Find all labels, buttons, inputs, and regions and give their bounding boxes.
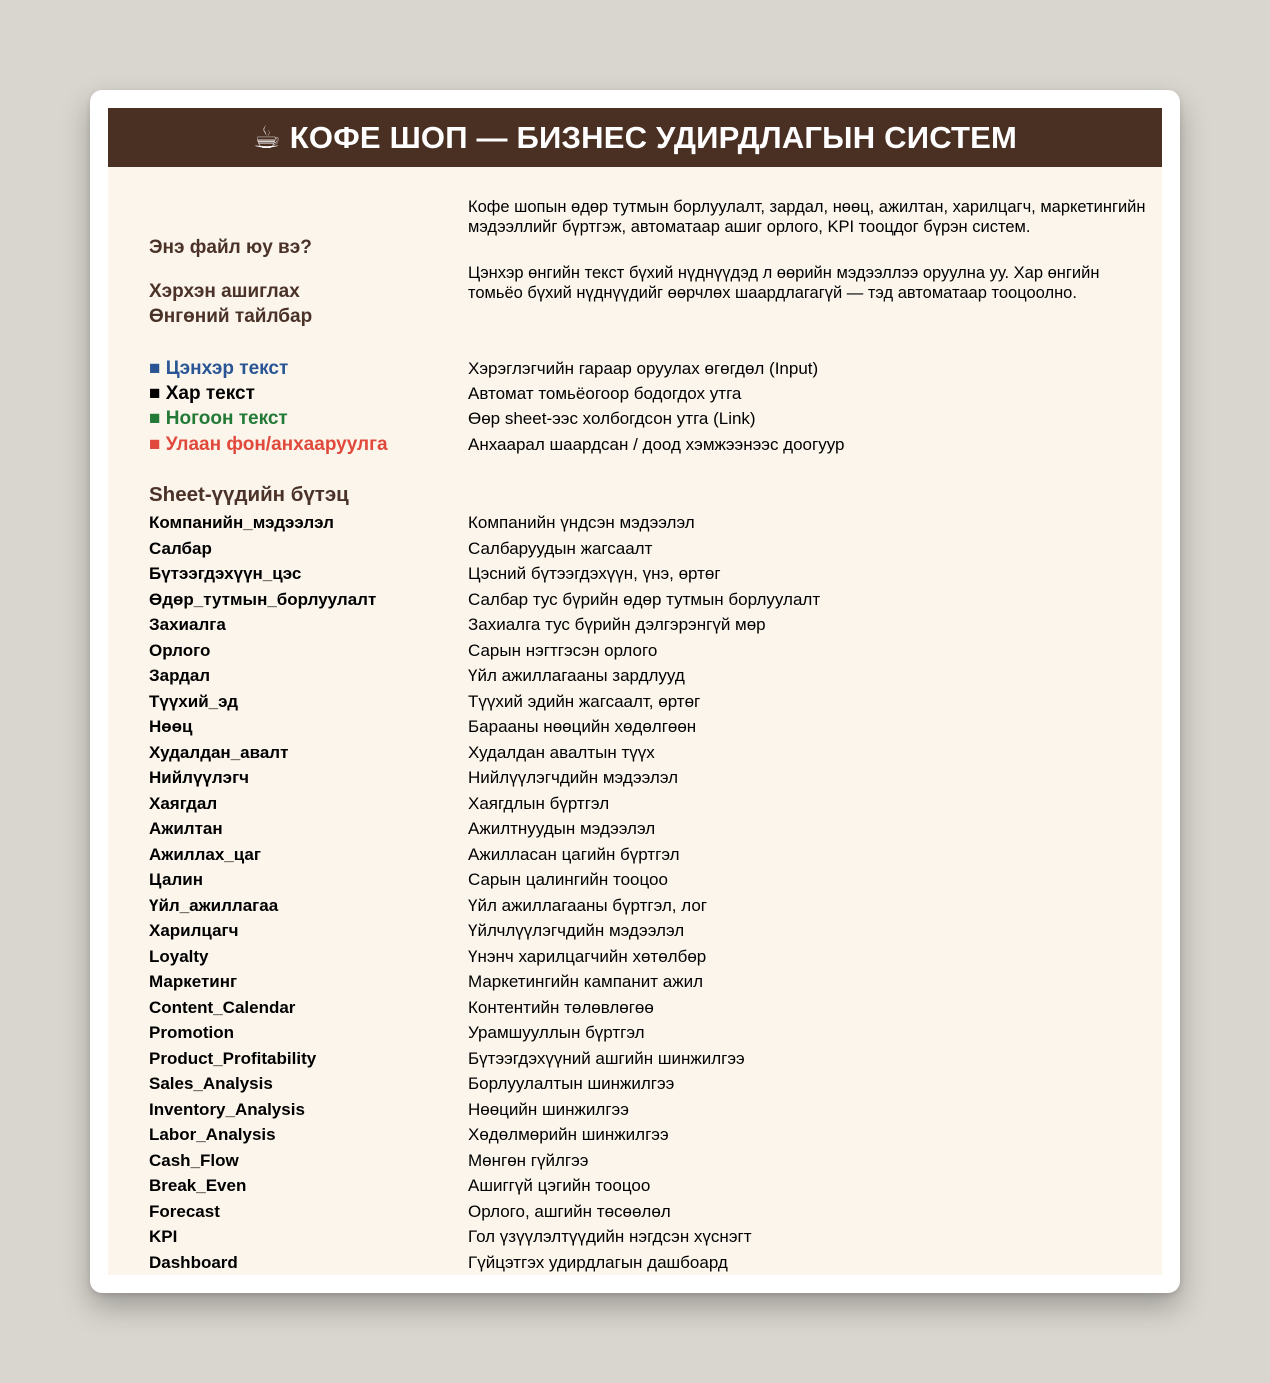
sheet-name-cell[interactable]: Маркетинг: [149, 972, 238, 991]
sheet-description-cell[interactable]: Хаягдлын бүртгэл: [468, 794, 610, 813]
sheet-name-cell[interactable]: Нөөц: [149, 717, 193, 736]
sheet-name-cell[interactable]: Зардал: [149, 666, 211, 685]
sheet-name-cell[interactable]: Content_Calendar: [149, 998, 296, 1017]
sheet-description-cell[interactable]: Үйл ажиллагааны бүртгэл, лог: [468, 896, 708, 915]
sheet-name-cell[interactable]: Ажилтан: [149, 819, 223, 838]
sheet-name-cell[interactable]: Labor_Analysis: [149, 1125, 276, 1144]
intro-how-label[interactable]: Хэрхэн ашиглах: [149, 281, 300, 302]
page-title: [253, 120, 1017, 156]
sheet-description-cell[interactable]: Салбаруудын жагсаалт: [468, 539, 653, 558]
sheet-name-cell[interactable]: Cash_Flow: [149, 1151, 239, 1170]
legend-label[interactable]: ■ Ногоон текст: [149, 408, 288, 429]
title-banner: [108, 108, 1162, 167]
coffee-cup-icon: ☕: [252, 119, 281, 155]
title-text: КОФЕ ШОП — БИЗНЕС УДИРДЛАГЫН СИСТЕМ: [289, 119, 1018, 155]
sheet-description-cell[interactable]: Орлого, ашгийн төсөөлөл: [468, 1202, 671, 1221]
sheet-name-cell[interactable]: Loyalty: [149, 947, 209, 966]
sheet-name-cell[interactable]: Харилцагч: [149, 921, 239, 940]
sheet-description-cell[interactable]: Барааны нөөцийн хөдөлгөөн: [468, 717, 697, 736]
sheet-description-cell[interactable]: Худалдан авалтын түүх: [468, 743, 655, 762]
sheet-description-cell[interactable]: Нийлүүлэгчдийн мэдээлэл: [468, 768, 679, 787]
sheet-name-cell[interactable]: KPI: [149, 1227, 178, 1246]
sheet-description-cell[interactable]: Цэсний бүтээгдэхүүн, үнэ, өртөг: [468, 564, 721, 583]
sheet-name-cell[interactable]: Бүтээгдэхүүн_цэс: [149, 564, 302, 583]
sheet-description-cell[interactable]: Үнэнч харилцагчийн хөтөлбөр: [468, 947, 707, 966]
sheet-name-cell[interactable]: Компанийн_мэдээлэл: [149, 513, 334, 532]
sheet-name-cell[interactable]: Sales_Analysis: [149, 1074, 273, 1093]
legend-description[interactable]: Автомат томьёогоор бодогдох утга: [468, 384, 742, 403]
sheet-name-cell[interactable]: Салбар: [149, 539, 212, 558]
sheet-name-cell[interactable]: Захиалга: [149, 615, 226, 634]
intro-what-text[interactable]: Кофе шопын өдөр тутмын борлуулалт, зардал, нөөц, ажилтан, харилцагч, маркетингийн мэдээллийг бүртгэж, автоматаар ашиг орлого, KPI тооцдог бүрэн систем.: [468, 198, 1146, 236]
structure-heading[interactable]: Sheet-үүдийн бүтэц: [149, 483, 349, 506]
sheet-description-cell[interactable]: Түүхий эдийн жагсаалт, өртөг: [468, 692, 701, 711]
sheet-description-cell[interactable]: Сарын нэгтгэсэн орлого: [468, 641, 658, 660]
legend-label[interactable]: ■ Улаан фон/анхааруулга: [149, 434, 388, 455]
sheet-name-cell[interactable]: Promotion: [149, 1023, 234, 1042]
sheet-name-cell[interactable]: Үйл_ажиллагаа: [149, 896, 279, 915]
sheet-description-cell[interactable]: Бүтээгдэхүүний ашгийн шинжилгээ: [468, 1049, 745, 1068]
sheet-name-cell[interactable]: Түүхий_эд: [149, 692, 239, 711]
sheet-description-cell[interactable]: Маркетингийн кампанит ажил: [468, 972, 704, 991]
sheet-description-cell[interactable]: Үйлчлүүлэгчдийн мэдээлэл: [468, 921, 685, 940]
sheet-description-cell[interactable]: Сарын цалингийн тооцоо: [468, 870, 668, 889]
sheet-name-cell[interactable]: Inventory_Analysis: [149, 1100, 305, 1119]
sheet-description-cell[interactable]: Хөдөлмөрийн шинжилгээ: [468, 1125, 669, 1144]
sheet-description-cell[interactable]: Контентийн төлөвлөгөө: [468, 998, 654, 1017]
intro-what-label[interactable]: Энэ файл юу вэ?: [149, 237, 312, 258]
sheet-name-cell[interactable]: Ажиллах_цаг: [149, 845, 261, 864]
document-card: [90, 90, 1180, 1293]
sheet-name-cell[interactable]: Forecast: [149, 1202, 220, 1221]
legend-description[interactable]: Анхаарал шаардсан / доод хэмжээнээс доогуур: [468, 435, 845, 454]
legend-label[interactable]: ■ Хар текст: [149, 383, 255, 404]
sheet-description-cell[interactable]: Гүйцэтгэх удирдлагын дашбоард: [468, 1253, 728, 1272]
sheet-description-cell[interactable]: Урамшууллын бүртгэл: [468, 1023, 645, 1042]
intro-how-text[interactable]: Цэнхэр өнгийн текст бүхий нүднүүдэд л өөрийн мэдээллээ оруулна уу. Хар өнгийн томьёо бүхий нүднүүдийг өөрчлөх шаардлагагүй — тэд автоматаар тооцоолно.: [468, 264, 1100, 302]
sheet-description-cell[interactable]: Ажилтнуудын мэдээлэл: [468, 819, 656, 838]
sheet-name-cell[interactable]: Break_Even: [149, 1176, 247, 1195]
sheet-name-cell[interactable]: Хаягдал: [149, 794, 218, 813]
sheet-description-cell[interactable]: Борлуулалтын шинжилгээ: [468, 1074, 675, 1093]
sheet-description-cell[interactable]: Нөөцийн шинжилгээ: [468, 1100, 629, 1119]
sheet-description-cell[interactable]: Үйл ажиллагааны зардлууд: [468, 666, 685, 685]
sheet-description-cell[interactable]: Гол үзүүлэлтүүдийн нэгдсэн хүснэгт: [468, 1227, 752, 1246]
sheet-description-cell[interactable]: Салбар тус бүрийн өдөр тутмын борлуулалт: [468, 590, 821, 609]
sheet-name-cell[interactable]: Худалдан_авалт: [149, 743, 289, 762]
legend-label[interactable]: ■ Цэнхэр текст: [149, 358, 289, 379]
intro-color-label[interactable]: Өнгөний тайлбар: [149, 306, 313, 327]
sheet-name-cell[interactable]: Product_Profitability: [149, 1049, 317, 1068]
legend-description[interactable]: Хэрэглэгчийн гараар оруулах өгөгдөл (Input): [468, 359, 819, 378]
sheet-name-cell[interactable]: Өдөр_тутмын_борлуулалт: [149, 590, 377, 609]
sheet-description-cell[interactable]: Захиалга тус бүрийн дэлгэрэнгүй мөр: [468, 615, 766, 634]
sheet-description-cell[interactable]: Ашиггүй цэгийн тооцоо: [468, 1176, 651, 1195]
sheet-name-cell[interactable]: Dashboard: [149, 1253, 238, 1272]
spreadsheet-sheet[interactable]: [108, 108, 1162, 1275]
sheet-description-cell[interactable]: Ажилласан цагийн бүртгэл: [468, 845, 680, 864]
legend-description[interactable]: Өөр sheet-ээс холбогдсон утга (Link): [468, 409, 756, 428]
sheet-description-cell[interactable]: Мөнгөн гүйлгээ: [468, 1151, 589, 1170]
sheet-description-cell[interactable]: Компанийн үндсэн мэдээлэл: [468, 513, 695, 532]
sheet-name-cell[interactable]: Цалин: [149, 870, 204, 889]
sheet-name-cell[interactable]: Орлого: [149, 641, 211, 660]
sheet-name-cell[interactable]: Нийлүүлэгч: [149, 768, 250, 787]
